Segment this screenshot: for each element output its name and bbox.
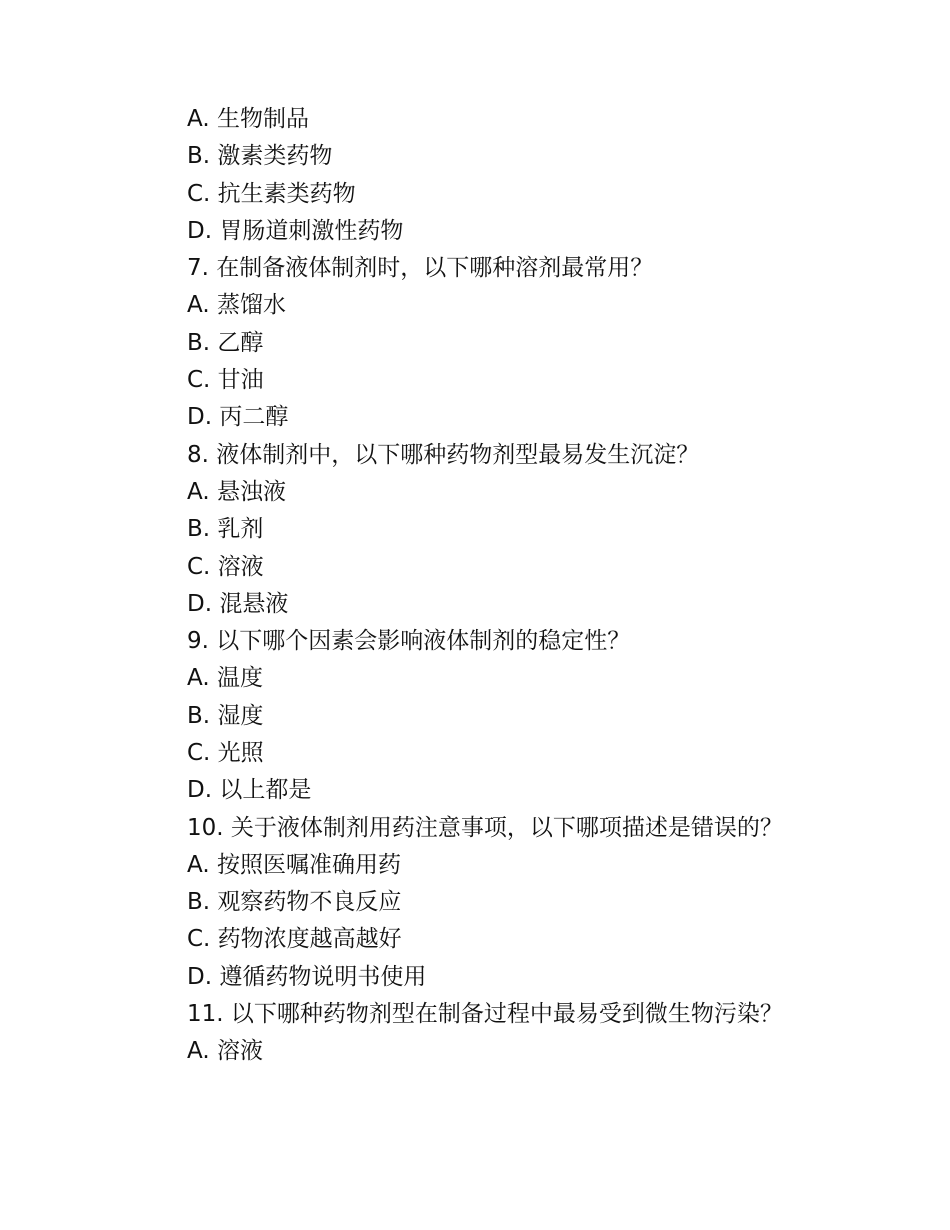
option-6c: C. 抗生素类药物 (187, 180, 356, 207)
option-9b: B. 湿度 (187, 702, 264, 729)
option-6b: B. 激素类药物 (187, 143, 333, 170)
question-10: 10. 关于液体制剂用药注意事项，以下哪项描述是错误的？ (187, 814, 783, 841)
option-8b: B. 乳剂 (187, 516, 264, 543)
option-6d: D. 胃肠道刺激性药物 (187, 217, 404, 244)
option-9d: D. 以上都是 (187, 777, 312, 804)
option-7c: C. 甘油 (187, 367, 264, 394)
question-7: 7. 在制备液体制剂时，以下哪种溶剂最常用？ (187, 255, 654, 282)
option-10d: D. 遵循药物说明书使用 (187, 963, 427, 990)
option-8a: A. 悬浊液 (187, 478, 286, 505)
option-9c: C. 光照 (187, 740, 264, 767)
option-10a: A. 按照医嘱准确用药 (187, 851, 401, 878)
question-11: 11. 以下哪种药物剂型在制备过程中最易受到微生物污染？ (187, 1000, 783, 1027)
question-list (140, 101, 790, 1070)
option-7b: B. 乙醇 (187, 329, 264, 356)
option-8c: C. 溶液 (187, 553, 264, 580)
option-10c: C. 药物浓度越高越好 (187, 926, 402, 953)
option-10b: B. 观察药物不良反应 (187, 888, 402, 915)
option-6a: A. 生物制品 (187, 106, 309, 132)
option-9a: A. 温度 (187, 665, 263, 692)
option-7d: D. 丙二醇 (187, 404, 289, 431)
question-8: 8. 液体制剂中，以下哪种药物剂型最易发生沉淀？ (187, 441, 700, 468)
option-8d: D. 混悬液 (187, 590, 289, 617)
option-7a: A. 蒸馏水 (187, 292, 286, 319)
option-11a: A. 溶液 (187, 1037, 263, 1064)
question-9: 9. 以下哪个因素会影响液体制剂的稳定性？ (187, 628, 631, 655)
